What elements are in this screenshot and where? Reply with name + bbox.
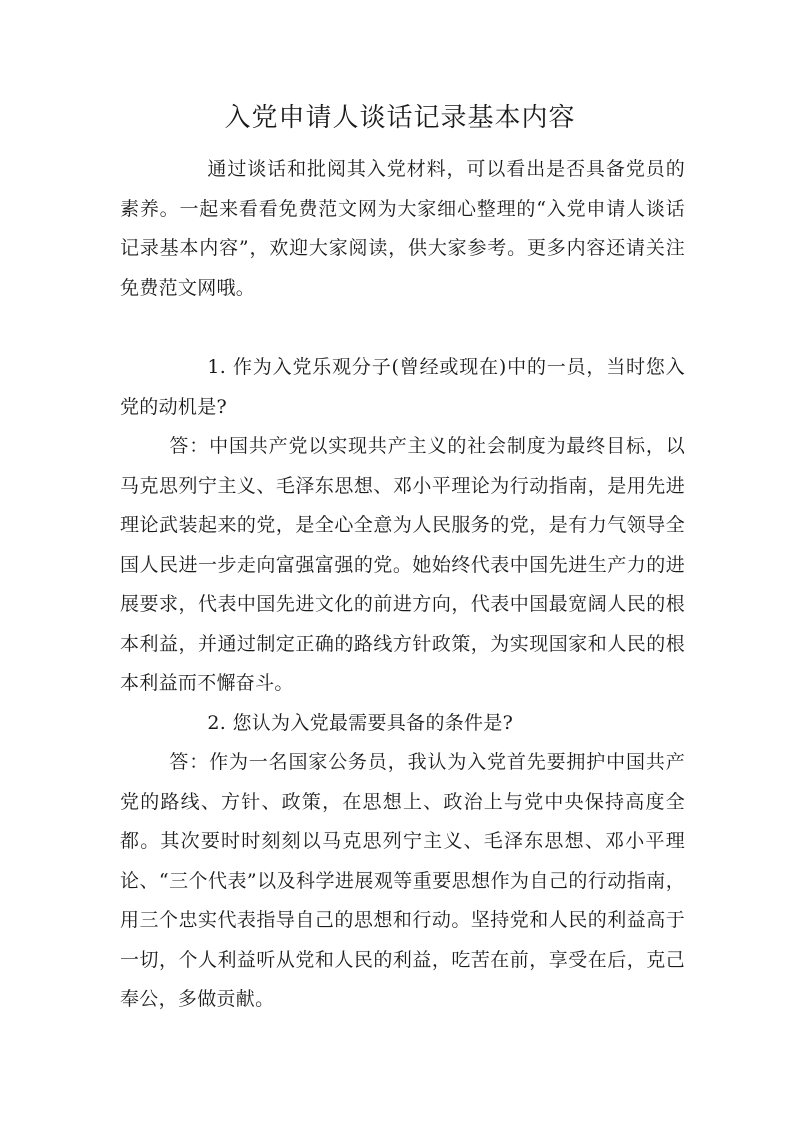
answer-2: 答：作为一名国家公务员，我认为入党首先要拥护中国共产党的路线、方针、政策，在思想上、政治上与党中央保持高度全都。其次要时时刻刻以马克思列宁主义、毛泽东思想、邓小平理论、“三个代表”以及科学进展观等重要思想作为自己的行动指南，用三个忠实代表指导自己的思想和行动。坚持党和人民的利益高于一切，个人利益听从党和人民的利益，吃苦在前，享受在后，克己奉公，多做贡献。 <box>120 751 685 1010</box>
question-1: 1. 作为入党乐观分子(曾经或现在)中的一员，当时您入党的动机是? <box>120 356 685 418</box>
document-body <box>120 150 685 1020</box>
intro-paragraph: 通过谈话和批阅其入党材料，可以看出是否具备党员的素养。一起来看看免费范文网为大家细心整理的“入党申请人谈话记录基本内容”，欢迎大家阅读，供大家参考。更多内容还请关注免费范文网哦。 <box>120 158 685 299</box>
paragraph-spacer <box>120 308 685 348</box>
question-2: 2. 您认为入党最需要具备的条件是? <box>207 711 514 734</box>
answer-1: 答：中国共产党以实现共产主义的社会制度为最终目标，以马克思列宁主义、毛泽东思想、邓小平理论为行动指南，是用先进理论武装起来的党，是全心全意为人民服务的党，是有力气领导全国人民进一步走向富强富强的党。她始终代表中国先进生产力的进展要求，代表中国先进文化的前进方向，代表中国最宽阔人民的根本利益，并通过制定正确的路线方针政策，为实现国家和人民的根本利益而不懈奋斗。 <box>120 435 685 694</box>
document-title: 入党申请人谈话记录基本内容 <box>224 103 576 133</box>
